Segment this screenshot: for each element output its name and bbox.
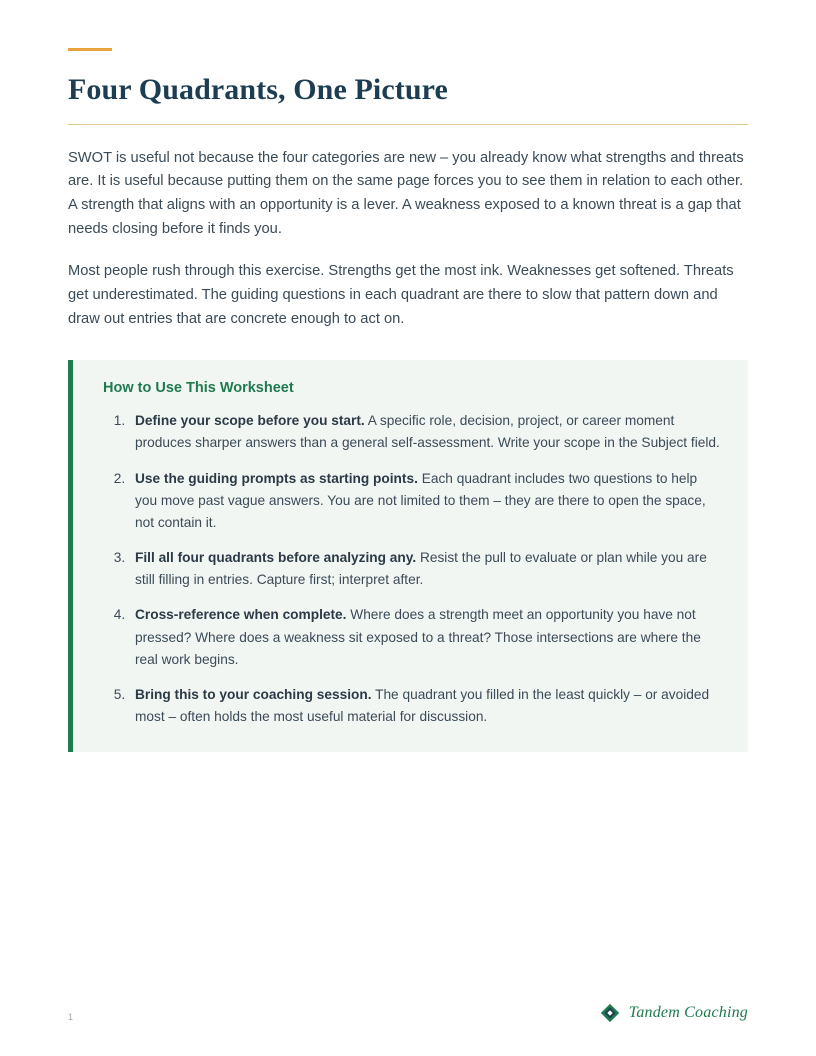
- callout-title: How to Use This Worksheet: [103, 380, 294, 397]
- step-lead: Define your scope before you start.: [135, 413, 365, 429]
- step-text: Resist the pull to evaluate or plan while you are still filling in entries. Capture first; interpret after.: [135, 550, 707, 588]
- page-content: [68, 48, 748, 752]
- step-lead: Use the guiding prompts as starting points.: [135, 470, 418, 486]
- list-item: [129, 547, 722, 591]
- step-text: A specific role, decision, project, or career moment produces sharper answers than a general self-assessment. Write your scope in the Subject field.: [135, 413, 720, 451]
- page-footer: [68, 998, 748, 1024]
- step-lead: Bring this to your coaching session.: [135, 687, 372, 703]
- how-to-use-callout: [68, 360, 748, 752]
- brand-logo: [599, 1002, 748, 1024]
- steps-list: [99, 410, 722, 728]
- list-item: [129, 604, 722, 671]
- step-text: Each quadrant includes two questions to help you move past vague answers. You are not limited to them – they are there to open the space, not contain it.: [135, 470, 706, 530]
- step-lead: Cross-reference when complete.: [135, 607, 347, 623]
- intro-paragraph-2: Most people rush through this exercise. Strengths get the most ink. Weaknesses get softened. Threats get underestimated. The guiding questions in each quadrant are there to slow that pattern down and draw out entries that are concrete enough to act on.: [68, 263, 734, 328]
- step-text: The quadrant you filled in the least quickly – or avoided most – often holds the most useful material for discussion.: [135, 687, 710, 725]
- list-item: [129, 468, 722, 535]
- brand-name: Tandem Coaching: [628, 1004, 748, 1021]
- list-item: [129, 684, 722, 728]
- page-title: Four Quadrants, One Picture: [68, 73, 448, 106]
- step-lead: Fill all four quadrants before analyzing any.: [135, 550, 417, 566]
- step-text: Where does a strength meet an opportunity you have not pressed? Where does a weakness sit exposed to a threat? Those intersections are where the real work begins.: [135, 607, 701, 667]
- accent-rule: [68, 48, 112, 51]
- title-divider: [68, 124, 748, 125]
- diamond-logo-icon: [599, 1002, 621, 1024]
- list-item: [129, 410, 722, 454]
- intro-paragraph-1: SWOT is useful not because the four categories are new – you already know what strengths and threats are. It is useful because putting them on the same page forces you to see them in relation to each other. A strength that aligns with an opportunity is a lever. A weakness exposed to a known threat is a gap that needs closing before it finds you.: [68, 149, 744, 238]
- page-number: 1: [68, 1012, 74, 1022]
